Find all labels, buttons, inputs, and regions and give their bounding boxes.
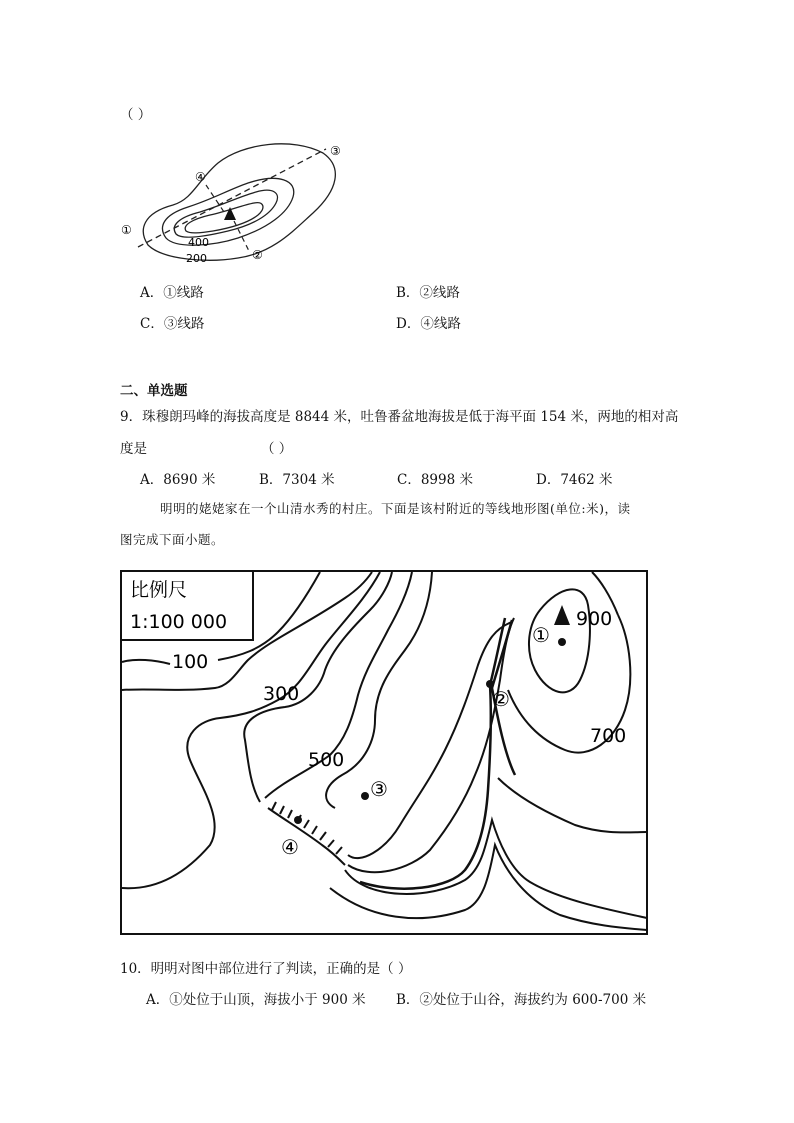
scale-value: 1:100 000: [130, 611, 228, 633]
q8-route-1-label: ①: [121, 223, 132, 237]
q8-option-c[interactable]: C．③线路: [140, 316, 205, 332]
point-1-label: ①: [532, 623, 550, 647]
q9-answer-paren: （ ）: [261, 441, 293, 457]
q10-option-b[interactable]: B．②处位于山谷，海拔约为 600-700 米: [396, 992, 647, 1008]
label-900: 900: [576, 608, 613, 630]
q8-answer-paren: （ ）: [120, 107, 152, 123]
intro-line1: 明明的姥姥家在一个山清水秀的村庄。下面是该村附近的等线地形图(单位:米)，读: [160, 501, 631, 516]
q8-label-400: 400: [188, 236, 209, 249]
label-500: 500: [308, 749, 345, 771]
section-title: 二、单选题: [120, 383, 188, 399]
q8-dashed-route: [138, 149, 326, 247]
point-3-label: ③: [370, 777, 388, 801]
contour-map: [120, 570, 648, 935]
q9-stem-line2: 度是: [120, 441, 147, 457]
point-4-label: ④: [281, 835, 299, 859]
q8-option-b[interactable]: B．②线路: [396, 285, 460, 301]
q8-route-4-label: ④: [195, 170, 206, 184]
point-4-dot: [294, 816, 302, 824]
intro-line2: 图完成下面小题。: [120, 532, 225, 547]
q9-option-a[interactable]: A．8690 米: [140, 472, 216, 488]
q10-option-a[interactable]: A．①处位于山顶，海拔小于 900 米: [146, 992, 366, 1008]
q8-route-3-label: ③: [330, 144, 341, 158]
q8-route-4-line: [206, 185, 226, 215]
q8-contour-400: [174, 190, 277, 237]
q8-contour-figure: [118, 135, 358, 270]
q8-route-2-label: ②: [252, 248, 263, 262]
scale-title: 比例尺: [130, 579, 188, 601]
q9-option-c[interactable]: C．8998 米: [397, 472, 473, 488]
label-100: 100: [172, 651, 209, 673]
q8-label-200: 200: [186, 252, 207, 265]
point-3-dot: [361, 792, 369, 800]
q8-option-d[interactable]: D．④线路: [396, 316, 461, 332]
q8-option-a[interactable]: A．①线路: [140, 285, 204, 301]
q9-option-d[interactable]: D．7462 米: [536, 472, 613, 488]
q9-stem-line1: 9．珠穆朗玛峰的海拔高度是 8844 米，吐鲁番盆地海拔是低于海平面 154 米，两地的相对高: [120, 409, 679, 425]
point-1-dot: [558, 638, 566, 646]
label-700: 700: [590, 725, 627, 747]
q8-contour-inner: [185, 203, 263, 233]
q9-option-b[interactable]: B．7304 米: [259, 472, 335, 488]
q10-stem: 10．明明对图中部位进行了判读，正确的是（ ）: [120, 961, 412, 977]
point-2-label: ②: [492, 687, 510, 711]
label-300: 300: [263, 683, 300, 705]
